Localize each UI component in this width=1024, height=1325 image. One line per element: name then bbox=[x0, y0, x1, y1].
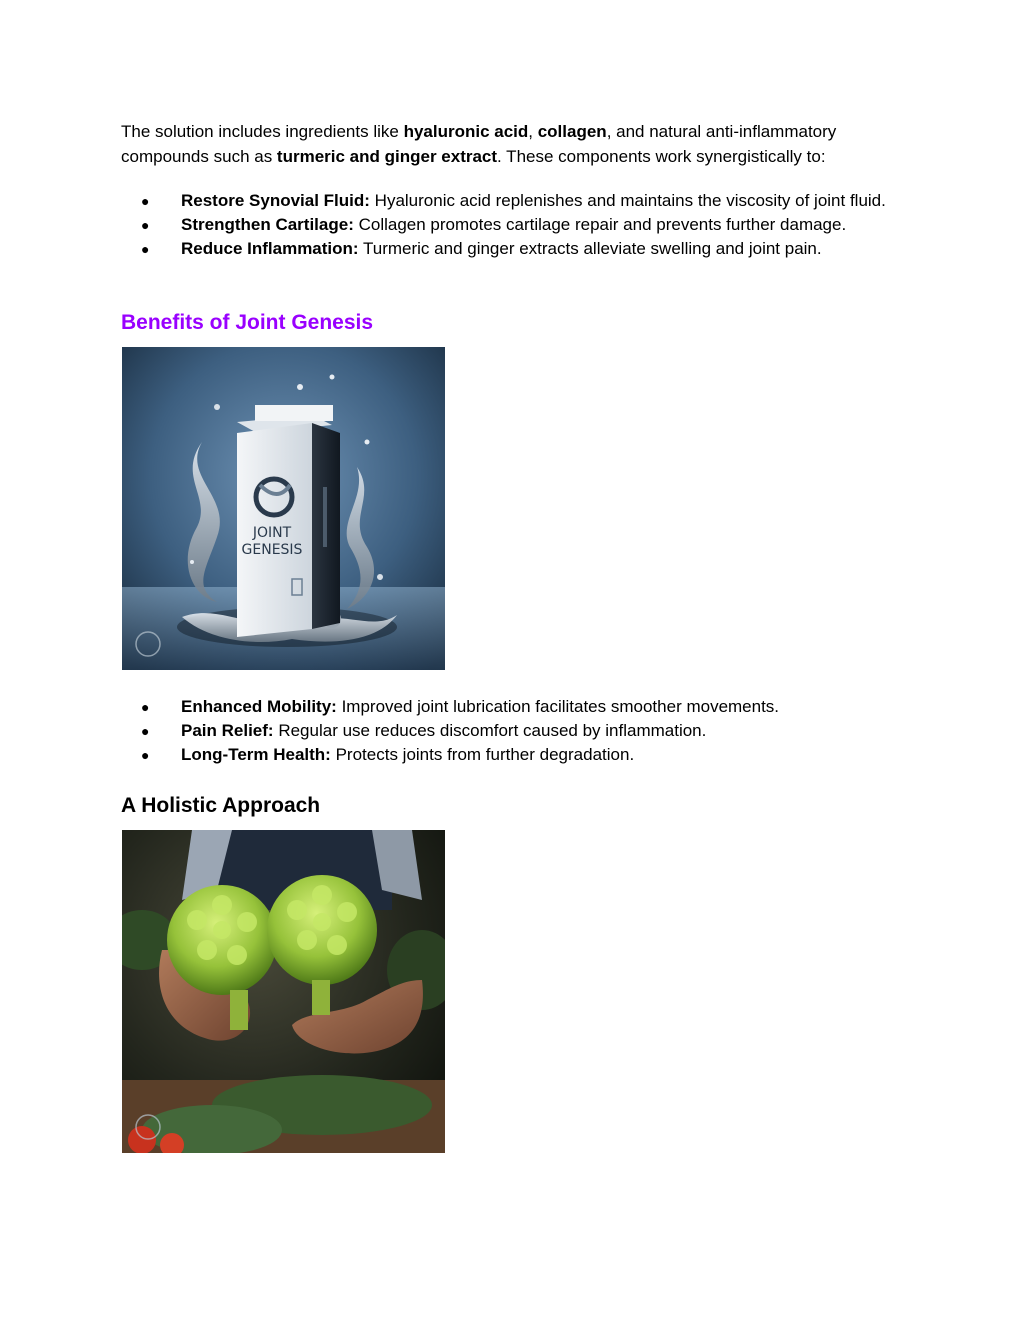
list-item-term: Enhanced Mobility: bbox=[181, 697, 337, 716]
benefits-heading: Benefits of Joint Genesis bbox=[121, 311, 374, 334]
romanesco-hands-image bbox=[122, 830, 445, 1153]
intro-text: The solution includes ingredients like bbox=[121, 122, 404, 141]
list-item-text: Turmeric and ginger extracts alleviate swelling and joint pain. bbox=[358, 239, 822, 258]
list-item bbox=[121, 189, 921, 213]
carton-brand-line2: GENESIS bbox=[241, 542, 303, 558]
list-item-term: Pain Relief: bbox=[181, 721, 274, 740]
ingredient-functions-list bbox=[121, 189, 921, 261]
intro-bold-collagen: collagen bbox=[537, 122, 607, 141]
carton-brand-line1: JOINT bbox=[252, 525, 292, 541]
bullet-icon: ● bbox=[141, 217, 150, 233]
bullet-icon: ● bbox=[141, 747, 150, 763]
romanesco-illustration bbox=[122, 830, 445, 1153]
intro-paragraph bbox=[121, 119, 911, 169]
list-item-text: Regular use reduces discomfort caused by inflammation. bbox=[273, 721, 707, 740]
product-carton-image bbox=[122, 347, 445, 670]
intro-text: , bbox=[528, 122, 538, 141]
intro-text: . These components work synergistically to: bbox=[497, 147, 826, 166]
intro-bold-turmeric: turmeric and ginger extract bbox=[276, 147, 498, 166]
list-item bbox=[121, 213, 921, 237]
list-item bbox=[121, 719, 921, 743]
list-item-text: Collagen promotes cartilage repair and prevents further damage. bbox=[353, 215, 847, 234]
list-item-term: Reduce Inflammation: bbox=[181, 239, 359, 258]
intro-text: , and natural anti-inflammatory compounds such as bbox=[121, 122, 837, 166]
list-item bbox=[121, 237, 921, 261]
holistic-heading: A Holistic Approach bbox=[121, 794, 321, 817]
list-item-text: Protects joints from further degradation. bbox=[330, 745, 635, 764]
product-carton-illustration bbox=[122, 347, 445, 670]
list-item-term: Long-Term Health: bbox=[181, 745, 331, 764]
list-item-text: Improved joint lubrication facilitates smoother movements. bbox=[336, 697, 780, 716]
bullet-icon: ● bbox=[141, 241, 150, 257]
list-item-term: Restore Synovial Fluid: bbox=[181, 191, 370, 210]
list-item bbox=[121, 743, 921, 767]
bullet-icon: ● bbox=[141, 193, 150, 209]
bullet-icon: ● bbox=[141, 699, 150, 715]
list-item-term: Strengthen Cartilage: bbox=[181, 215, 354, 234]
bullet-icon: ● bbox=[141, 723, 150, 739]
list-item-text: Hyaluronic acid replenishes and maintains the viscosity of joint fluid. bbox=[369, 191, 886, 210]
benefits-list bbox=[121, 695, 921, 767]
list-item bbox=[121, 695, 921, 719]
intro-bold-hyaluronic: hyaluronic acid bbox=[403, 122, 529, 141]
